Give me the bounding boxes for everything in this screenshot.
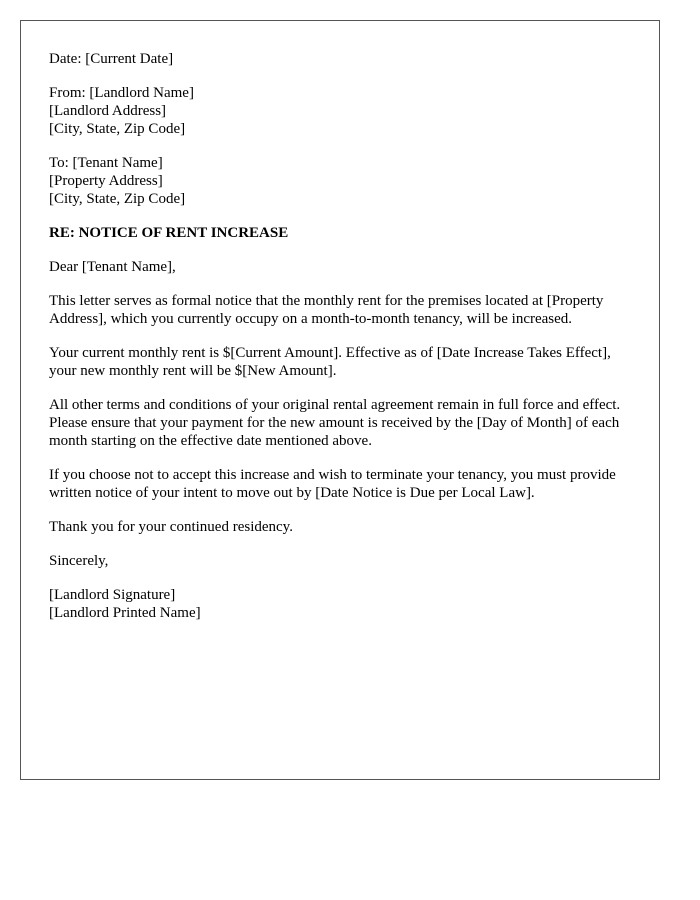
- sender-address: [Landlord Address]: [49, 103, 167, 119]
- recipient-address: [Property Address]: [49, 173, 163, 189]
- recipient-address-block: [49, 154, 631, 208]
- letter-document: [20, 20, 660, 780]
- signature-line: [Landlord Signature]: [49, 587, 176, 603]
- signature-block: [49, 586, 631, 622]
- body-paragraph-termination: If you choose not to accept this increase and wish to terminate your tenancy, you must provide written notice of your intent to move out by [Date Notice is Due per Local Law].: [49, 467, 616, 501]
- subject-line: RE: NOTICE OF RENT INCREASE: [49, 225, 289, 241]
- body-paragraph-terms: All other terms and conditions of your original rental agreement remain in full force and effect. Please ensure that your payment for the new amount is received by the [Day of Month] of each month starting on the effective date mentioned above.: [49, 397, 621, 449]
- body-paragraph-amounts: Your current monthly rent is $[Current Amount]. Effective as of [Date Increase Takes Effect], your new monthly rent will be $[New Amount].: [49, 345, 611, 379]
- sender-address-block: [49, 84, 631, 138]
- sender-name: From: [Landlord Name]: [49, 85, 194, 101]
- printed-name-line: [Landlord Printed Name]: [49, 605, 201, 621]
- sender-city-state-zip: [City, State, Zip Code]: [49, 121, 186, 137]
- closing: Sincerely,: [49, 553, 109, 569]
- date-text: Date: [Current Date]: [49, 51, 174, 67]
- recipient-name: To: [Tenant Name]: [49, 155, 163, 171]
- salutation: Dear [Tenant Name],: [49, 259, 176, 275]
- body-paragraph-notice: This letter serves as formal notice that the monthly rent for the premises located at [Property Address], which you currently occupy on a month-to-month tenancy, will be increased.: [49, 293, 604, 327]
- date-line: [49, 50, 631, 68]
- body-paragraph-thanks: Thank you for your continued residency.: [49, 519, 293, 535]
- recipient-city-state-zip: [City, State, Zip Code]: [49, 191, 186, 207]
